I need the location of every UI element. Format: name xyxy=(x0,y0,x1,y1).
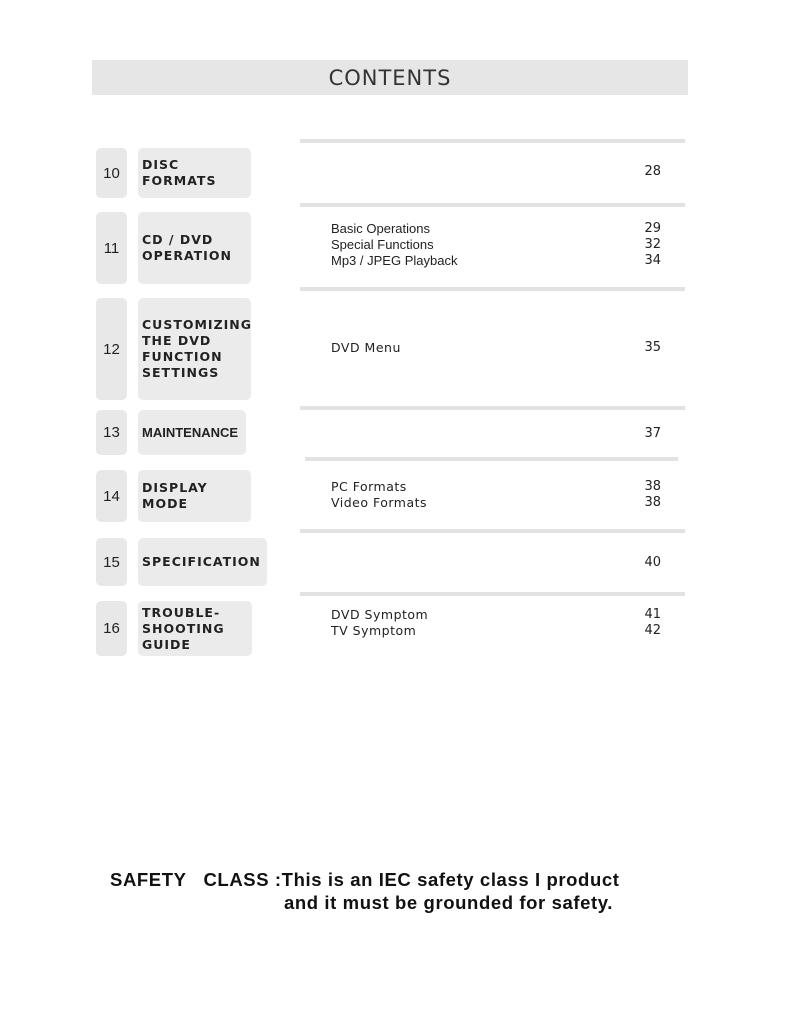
toc-entry[interactable] xyxy=(331,623,661,639)
section-title-box[interactable] xyxy=(138,212,251,284)
section-number: 15 xyxy=(96,538,127,586)
entry-page-number: 42 xyxy=(644,623,661,638)
section-divider xyxy=(300,529,685,533)
section-title-box[interactable] xyxy=(138,470,251,522)
entry-page-number: 28 xyxy=(644,164,661,179)
entry-page-number: 34 xyxy=(644,253,661,268)
section-divider xyxy=(300,406,685,410)
section-title: SPECIFICATION xyxy=(142,554,261,569)
toc-entry[interactable] xyxy=(331,555,661,571)
toc-entry[interactable] xyxy=(331,164,661,180)
entry-page-number: 40 xyxy=(644,555,661,570)
section-title: TROUBLE- SHOOTING GUIDE xyxy=(142,604,225,652)
section-number: 16 xyxy=(96,601,127,656)
entry-page-number: 38 xyxy=(644,495,661,510)
safety-class-notice xyxy=(110,868,670,914)
section-title-box[interactable] xyxy=(138,148,251,198)
section-title: MAINTENANCE xyxy=(142,424,239,440)
section-title: DISC FORMATS xyxy=(142,157,217,188)
toc-entry[interactable] xyxy=(331,607,661,623)
toc-entry[interactable] xyxy=(331,495,661,511)
section-number: 12 xyxy=(96,298,127,400)
section-divider xyxy=(300,287,685,291)
entry-label: Video Formats xyxy=(331,495,428,510)
section-divider xyxy=(300,592,685,596)
toc-entry[interactable] xyxy=(331,426,661,442)
section-number: 13 xyxy=(96,410,127,455)
section-title-box[interactable] xyxy=(138,538,267,586)
entry-page-number: 38 xyxy=(644,479,661,494)
section-number: 10 xyxy=(96,148,127,198)
safety-notice-line-1: SAFETY CLASS :This is an IEC safety class I product xyxy=(110,869,620,890)
contents-header-bar xyxy=(92,60,688,95)
entry-label: TV Symptom xyxy=(331,623,417,638)
section-divider xyxy=(300,203,685,207)
toc-entry[interactable] xyxy=(331,479,661,495)
section-title-box[interactable] xyxy=(138,410,246,455)
entry-page-number: 41 xyxy=(644,607,661,622)
entry-page-number: 29 xyxy=(644,221,661,236)
section-title-box[interactable] xyxy=(138,298,251,400)
toc-entry[interactable] xyxy=(331,221,661,237)
safety-notice-line-2: and it must be grounded for safety. xyxy=(284,892,614,913)
section-title: CUSTOMIZING THE DVD FUNCTION SETTINGS xyxy=(142,317,253,380)
toc-entry[interactable] xyxy=(331,237,661,253)
page-title: CONTENTS xyxy=(328,66,452,90)
entry-label: Special Functions xyxy=(331,237,434,252)
entry-page-number: 37 xyxy=(644,426,661,441)
entry-label: DVD Menu xyxy=(331,340,401,355)
section-title: CD / DVD OPERATION xyxy=(142,232,232,263)
toc-entry[interactable] xyxy=(331,340,661,356)
entry-label: Mp3 / JPEG Playback xyxy=(331,253,458,268)
section-title-box[interactable] xyxy=(138,601,252,656)
section-title: DISPLAY MODE xyxy=(142,480,208,511)
toc-entry[interactable] xyxy=(331,253,661,269)
section-divider xyxy=(300,139,685,143)
entry-page-number: 32 xyxy=(644,237,661,252)
entry-page-number: 35 xyxy=(644,340,661,355)
entry-label: DVD Symptom xyxy=(331,607,429,622)
section-number: 11 xyxy=(96,212,127,284)
section-divider xyxy=(305,457,678,461)
entry-label: PC Formats xyxy=(331,479,407,494)
entry-label: Basic Operations xyxy=(331,221,430,236)
section-number: 14 xyxy=(96,470,127,522)
